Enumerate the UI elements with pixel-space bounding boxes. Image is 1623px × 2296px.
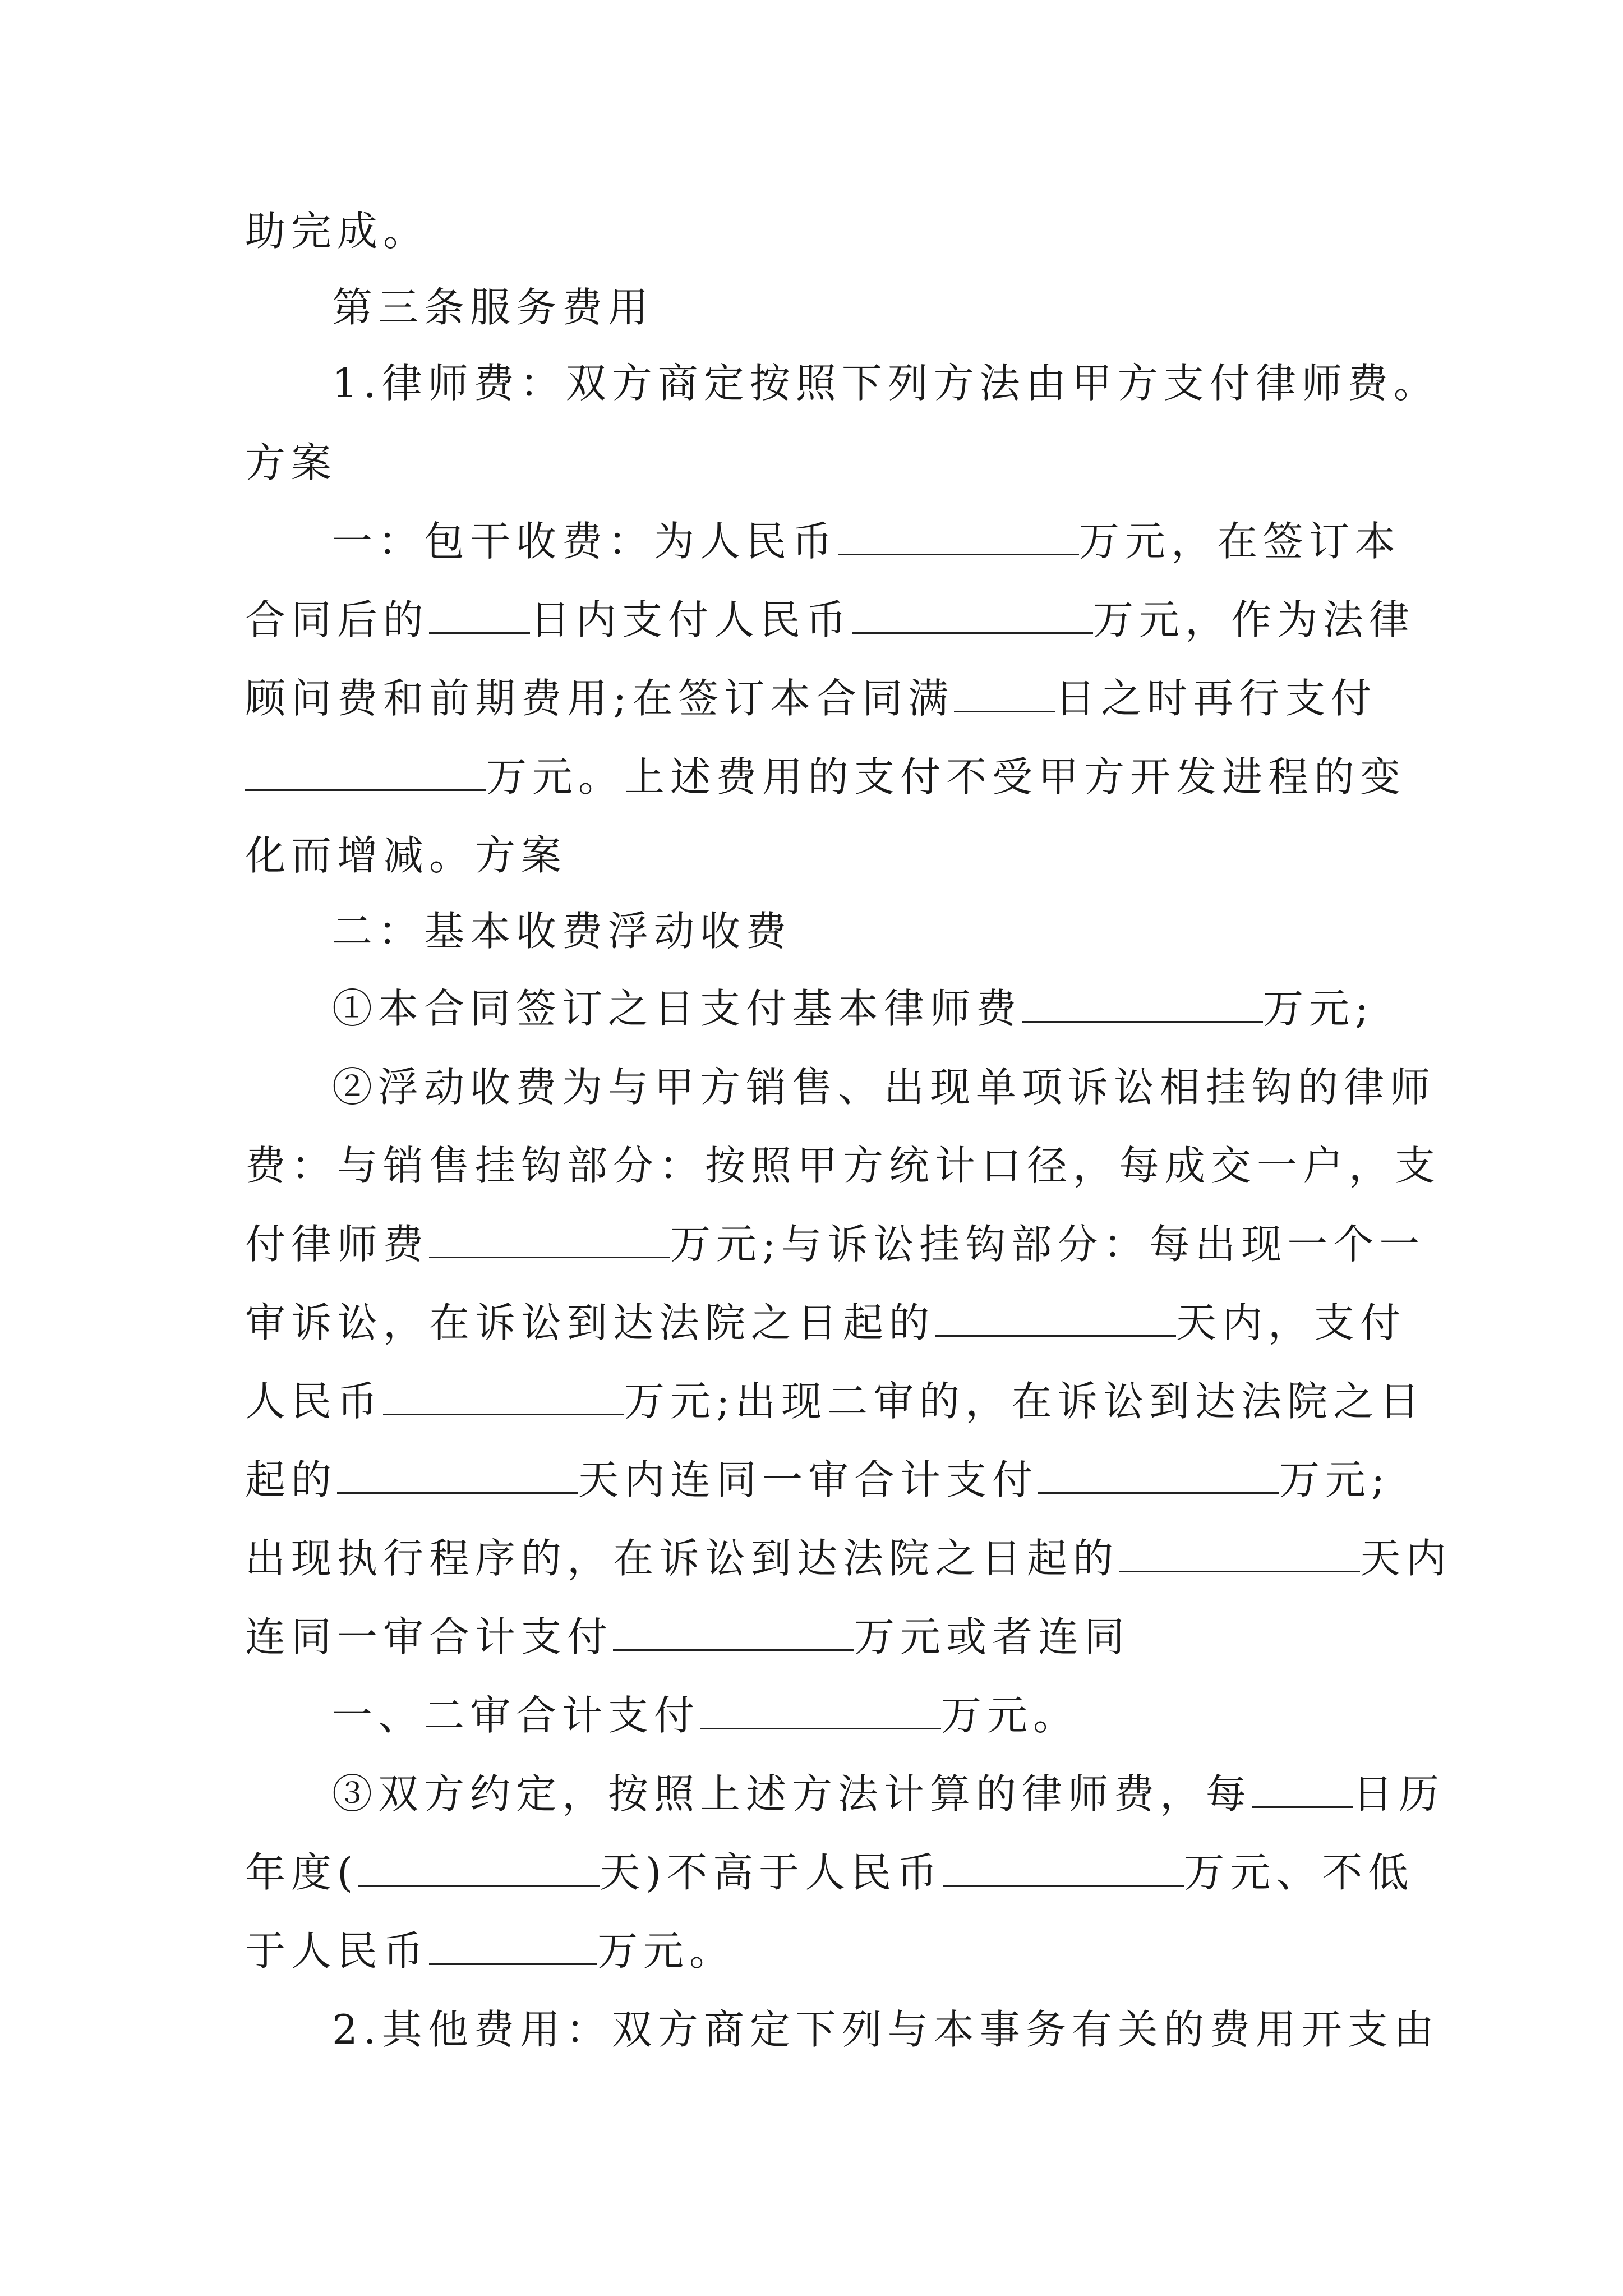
- text-line: 审诉讼，在诉讼到达法院之日起的 天内，支付: [245, 1299, 1407, 1346]
- text-line: 二：基本收费浮动收费: [332, 908, 792, 955]
- fill-blank: [954, 676, 1055, 712]
- section-heading: 第三条服务费用: [332, 284, 654, 331]
- text-line: 出现执行程序的，在诉讼到达法院之日起的 天内: [245, 1535, 1453, 1582]
- fill-blank: [838, 519, 1079, 555]
- fill-blank: [613, 1614, 854, 1651]
- text-line: 费：与销售挂钩部分：按照甲方统计口径，每成交一户，支: [245, 1142, 1441, 1189]
- fill-blank: [429, 1929, 597, 1965]
- text-line: 顾问费和前期费用;在签订本合同满 日之时再行支付: [245, 675, 1377, 722]
- fill-blank: [1038, 1457, 1279, 1494]
- fill-blank: [383, 1379, 624, 1415]
- text-line: 一、二审合计支付 万元。: [332, 1692, 1080, 1739]
- text-line: 万元。上述费用的支付不受甲方开发进程的变: [245, 749, 1406, 805]
- text-line: ③双方约定，按照上述方法计算的律师费，每 日历: [332, 1770, 1445, 1818]
- fill-blank: [337, 1457, 578, 1494]
- text-line: 起的 天内连同一审合计支付 万元;: [245, 1456, 1391, 1503]
- fill-blank: [1022, 986, 1263, 1023]
- text-line: ①本合同签订之日支付基本律师费 万元;: [332, 985, 1375, 1032]
- fill-blank: [943, 1850, 1184, 1887]
- text-line: 助完成。: [245, 208, 430, 255]
- text-line: 2.其他费用：双方商定下列与本事务有关的费用开支由: [332, 2006, 1440, 2053]
- text-line: 于人民币 万元。: [245, 1927, 736, 1975]
- fill-blank: [852, 597, 1093, 634]
- text-line: 合同后的 日内支付人民币 万元，作为法律: [245, 596, 1415, 643]
- text-line: 付律师费 万元;与诉讼挂钩部分：每出现一个一: [245, 1221, 1426, 1268]
- text-line: 年度( 天)不高于人民币 万元、不低: [245, 1849, 1414, 1896]
- text-line: 方案: [245, 439, 338, 486]
- fill-blank: [429, 597, 530, 634]
- text-line: 人民币 万元;出现二审的，在诉讼到达法院之日: [245, 1378, 1426, 1425]
- fill-blank: [1119, 1536, 1360, 1572]
- fill-blank: [1252, 1772, 1353, 1808]
- fill-blank: [358, 1850, 600, 1887]
- fill-blank: [429, 1222, 670, 1258]
- fill-blank: [245, 754, 486, 791]
- text-line: 连同一审合计支付 万元或者连同: [245, 1613, 1131, 1660]
- text-line: 化而增减。方案: [245, 832, 568, 879]
- fill-blank: [700, 1693, 941, 1729]
- text-line: ②浮动收费为与甲方销售、出现单项诉讼相挂钩的律师: [332, 1064, 1436, 1111]
- text-line: 1.律师费：双方商定按照下列方法由甲方支付律师费。: [332, 360, 1440, 407]
- fill-blank: [935, 1300, 1176, 1337]
- text-line: 一：包干收费：为人民币 万元，在签订本: [332, 518, 1401, 565]
